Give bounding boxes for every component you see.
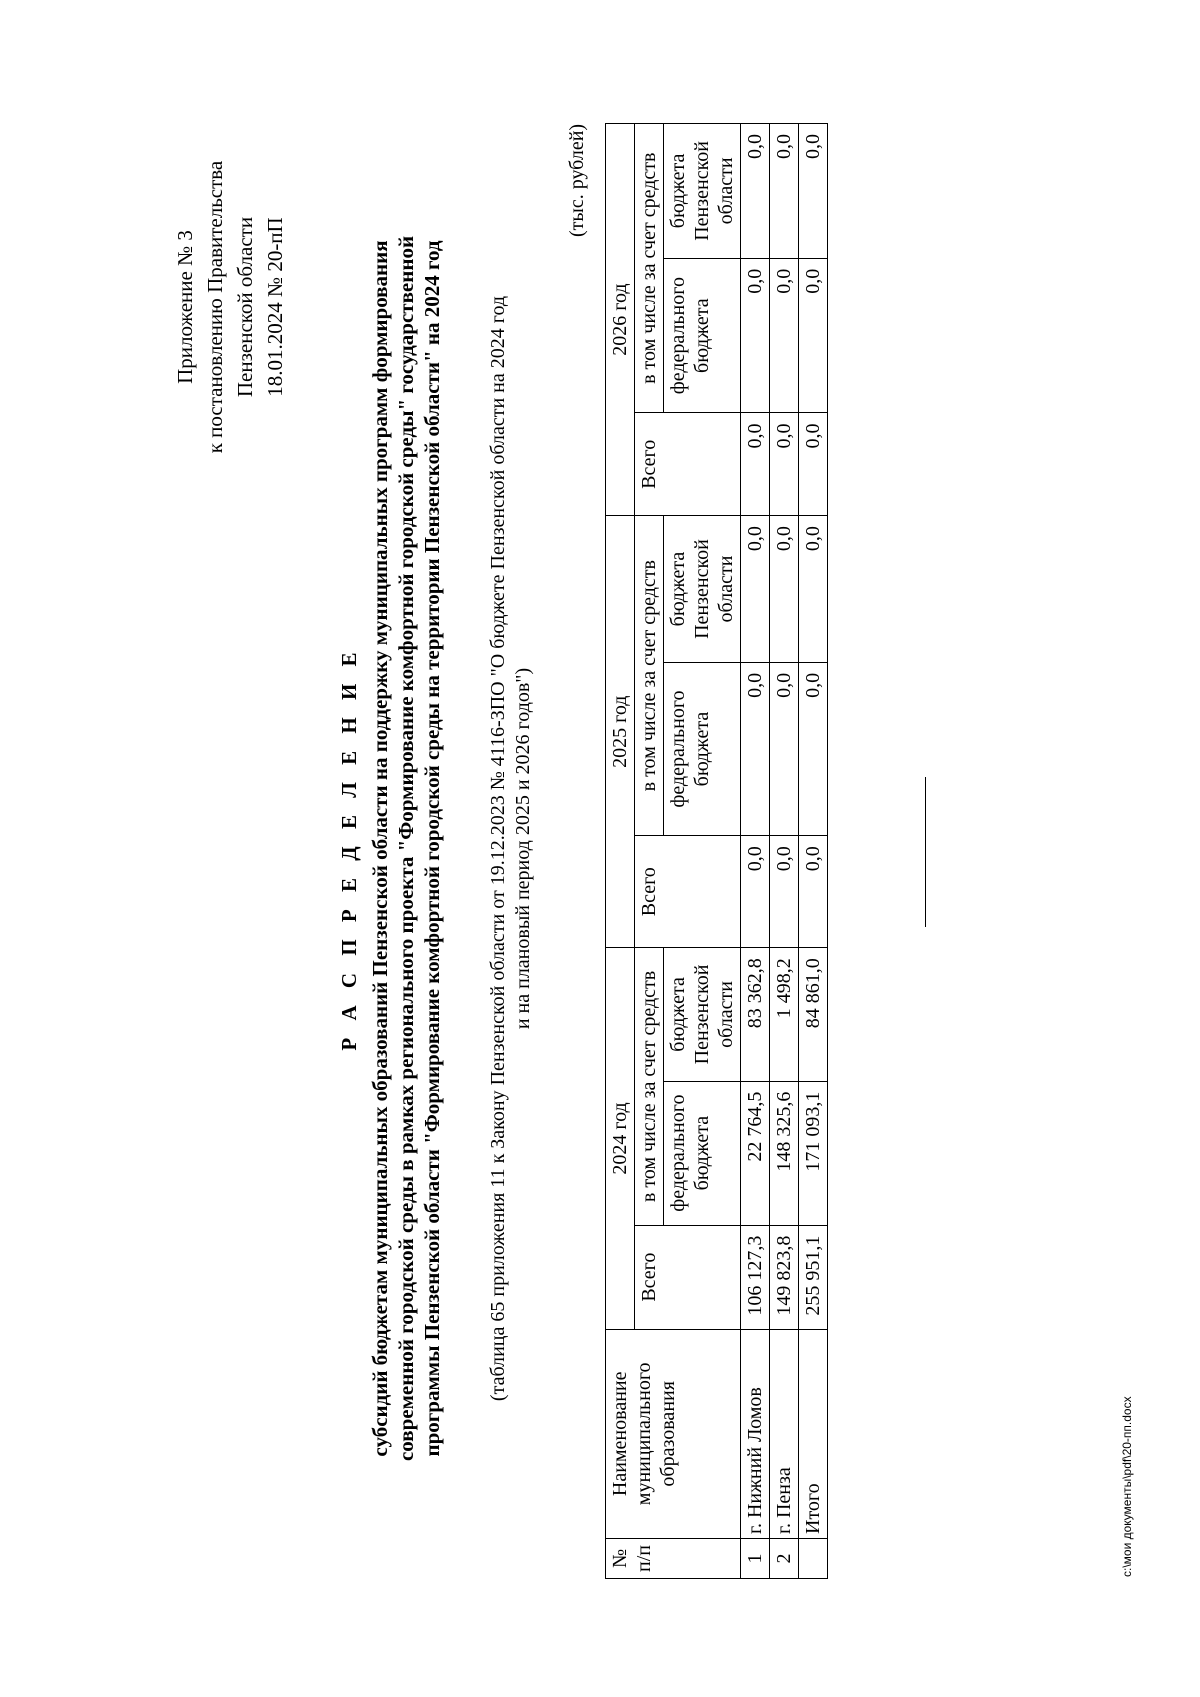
units-note: (тыс. рублей) [566, 123, 588, 237]
cell-value: 0,0 [741, 258, 770, 413]
distribution-table [605, 123, 828, 1579]
cell-value: 0,0 [799, 124, 828, 259]
cell-value: 0,0 [770, 836, 799, 948]
subtitle-line: современной городской среды в рамках регионального проекта "Формирование комфортной городской среды" государственной [394, 235, 418, 1462]
document-subtitle [367, 0, 445, 1697]
header-regional-2024: бюджета Пензенской области [664, 948, 741, 1081]
cell-value: 0,0 [770, 662, 799, 835]
header-federal-2026: федерального бюджета [664, 258, 741, 413]
cell-value: 1 498,2 [770, 948, 799, 1081]
header-name: Наименование муниципального образования [606, 1329, 741, 1538]
table-row [770, 124, 799, 1579]
appendix-date-number: 18.01.2024 № 20-пП [263, 217, 287, 397]
cell-name: г. Нижний Ломов [741, 1329, 770, 1538]
cell-value: 106 127,3 [741, 1225, 770, 1329]
subtitle-line: субсидий бюджетам муниципальных образований Пензенской области на поддержку муниципальных программ формирования [368, 240, 392, 1457]
header-num: № п/п [606, 1539, 741, 1579]
cell-value: 0,0 [741, 516, 770, 663]
header-regional-2025: бюджета Пензенской области [664, 516, 741, 663]
table-row-total [799, 124, 828, 1579]
header-incl-2025: в том числе за счет средств [635, 516, 664, 836]
header-federal-2024: федерального бюджета [664, 1081, 741, 1225]
cell-value: 0,0 [741, 662, 770, 835]
cell-value: 148 325,6 [770, 1081, 799, 1225]
cell-value: 0,0 [770, 258, 799, 413]
cell-value: 84 861,0 [799, 948, 828, 1081]
appendix-resolution: к постановлению Правительства [203, 160, 227, 454]
cell-value: 171 093,1 [799, 1081, 828, 1225]
header-year-2024: 2024 год [606, 948, 635, 1329]
title-block [335, 0, 445, 1697]
cell-value: 0,0 [799, 413, 828, 516]
header-regional-2026: бюджета Пензенской области [664, 124, 741, 259]
cell-num: 2 [770, 1539, 799, 1579]
closing-divider [925, 777, 926, 927]
cell-num: 1 [741, 1539, 770, 1579]
file-path: c:\мои документы\pdf\20-пп.docx [1120, 1396, 1134, 1577]
cell-value: 0,0 [799, 836, 828, 948]
header-row-years [606, 124, 635, 1579]
cell-value: 0,0 [770, 413, 799, 516]
header-incl-2026: в том числе за счет средств [635, 124, 664, 413]
header-total-2024: Всего [635, 1225, 741, 1329]
header-total-2026: Всего [635, 413, 741, 516]
document-title: Р А С П Р Е Д Е Л Е Н И Е [337, 646, 361, 1051]
cell-value: 0,0 [741, 124, 770, 259]
cell-value: 0,0 [799, 258, 828, 413]
cell-name: г. Пенза [770, 1329, 799, 1538]
cell-value: 149 823,8 [770, 1225, 799, 1329]
cell-value: 0,0 [770, 124, 799, 259]
appendix-number: Приложение № 3 [173, 230, 197, 384]
header-incl-2024: в том числе за счет средств [635, 948, 664, 1225]
cell-value: 0,0 [770, 516, 799, 663]
appendix-region: Пензенской области [233, 216, 257, 398]
header-year-2026: 2026 год [606, 124, 635, 516]
header-federal-2025: федерального бюджета [664, 662, 741, 835]
cell-value: 0,0 [799, 516, 828, 663]
header-year-2025: 2025 год [606, 516, 635, 948]
law-reference [486, 0, 536, 1697]
cell-value: 0,0 [799, 662, 828, 835]
cell-name: Итого [799, 1329, 828, 1538]
cell-value: 0,0 [741, 413, 770, 516]
cell-value: 0,0 [741, 836, 770, 948]
appendix-header [170, 97, 290, 517]
reference-line: (таблица 65 приложения 11 к Закону Пензенской области от 19.12.2023 № 4116-ЗПО "О бюджете Пензенской области на 2024 год [487, 295, 509, 1402]
table-row [741, 124, 770, 1579]
reference-line: и на плановый период 2025 и 2026 годов") [512, 667, 534, 1030]
cell-value: 22 764,5 [741, 1081, 770, 1225]
cell-value: 83 362,8 [741, 948, 770, 1081]
cell-value: 255 951,1 [799, 1225, 828, 1329]
cell-num [799, 1539, 828, 1579]
header-total-2025: Всего [635, 836, 741, 948]
subtitle-line: программы Пензенской области "Формирование комфортной городской среды на территории Пензенской области" на 2024 год [420, 240, 444, 1457]
